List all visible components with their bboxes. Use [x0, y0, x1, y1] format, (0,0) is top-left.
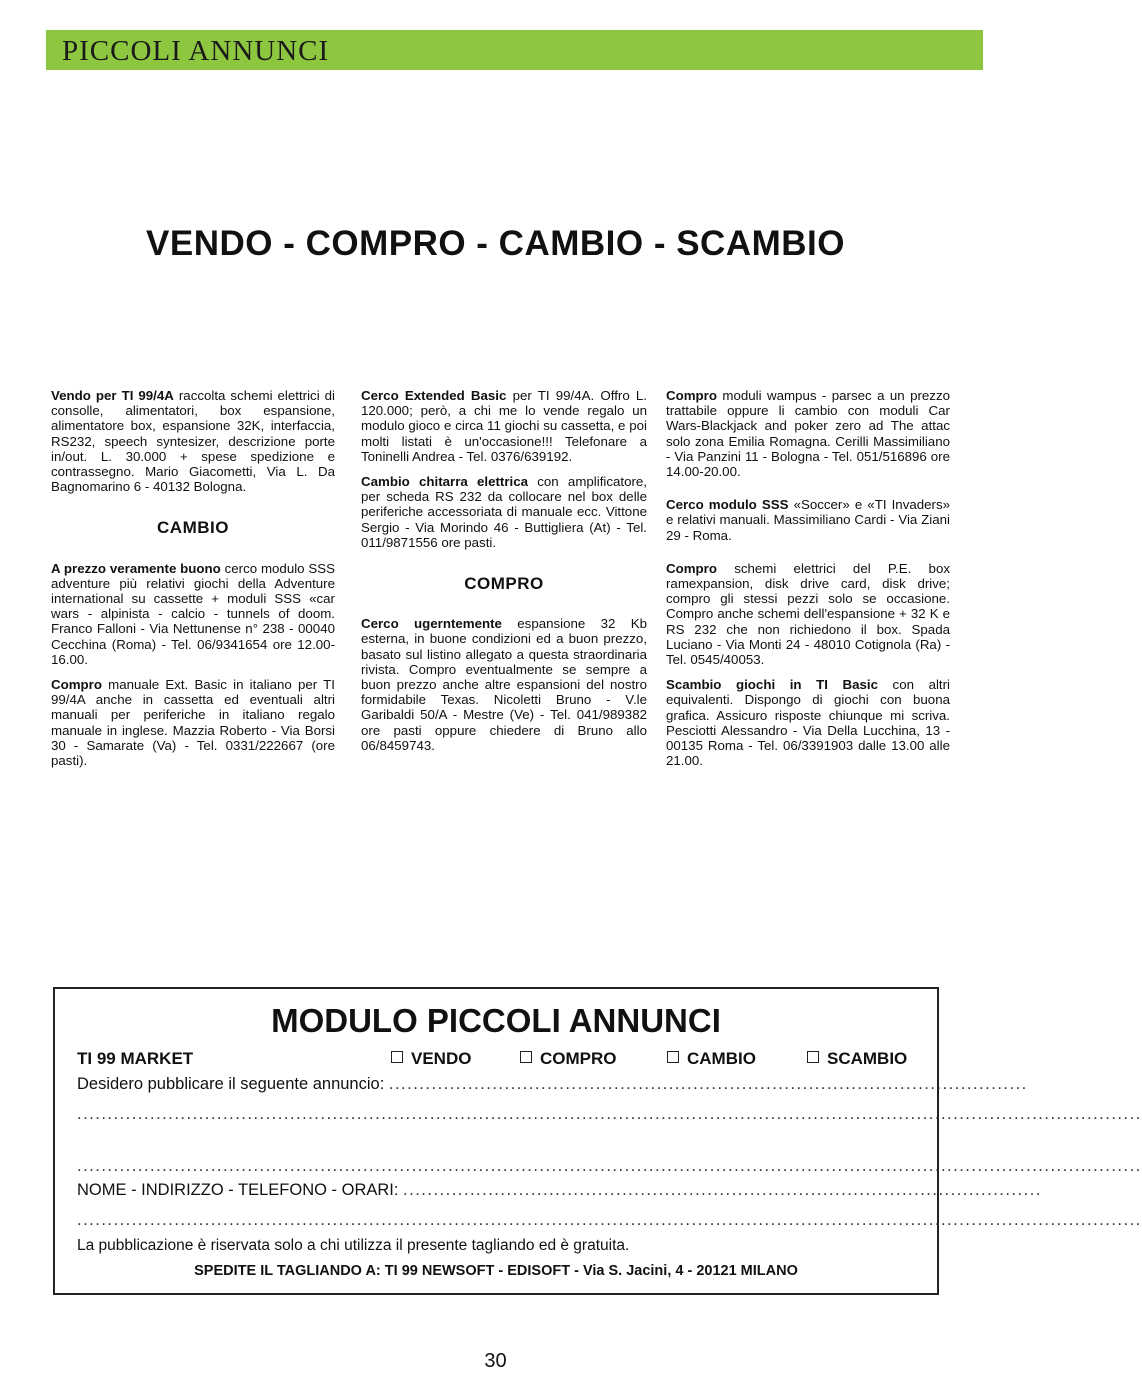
option-compro-label: COMPRO [540, 1049, 617, 1068]
classified-ad [361, 388, 647, 464]
ad-text: per TI 99/4A. Offro L. 120.000; però, a chi me lo vende regalo un modulo gioco e circa 11 giochi su cassetta, e poi molti listati è un'occasione!!! Telefonare a Toninelli Andrea - Tel. 0376/639192. [361, 388, 647, 464]
option-vendo-label: VENDO [411, 1049, 472, 1068]
ad-text-line-4[interactable] [77, 1157, 1142, 1176]
form-note: La pubblicazione è riservata solo a chi utilizza il presente tagliando ed è gratuita. [77, 1237, 630, 1254]
ad-text: cerco modulo SSS adventure più relativi giochi della Adventure international su cassette + moduli SSS «car wars - alpinista - calcio - tunnels of doom. Franco Falloni - Via Nettunense n° 238 - 00040 Cecchina (Roma) - Tel. 06/9341654 ore 12.00-16.00. [51, 560, 335, 667]
classified-ad [666, 388, 950, 479]
checkbox-cambio[interactable] [667, 1051, 679, 1063]
ad-text: moduli wampus - parsec a un prezzo trattabile oppure li cambio con moduli Car Wars-Blackjack and poker zero ad The attac solo zona Emilia Romagna. Cerilli Massimiliano - Via Panzini 11 - Bologna - Tel. 051/516896 ore 14.00-20.00. [666, 388, 950, 480]
form-options-row [77, 1049, 919, 1073]
ad-lead: Compro [51, 677, 102, 693]
classified-ad-form [53, 987, 1142, 1295]
column-3 [666, 388, 950, 778]
ad-text: raccolta schemi elettrici di consolle, alimentatori, box espansione, alimentatore box, espansione 32K, interfaccia, RS232, speech syntesizer, descrizione porte in/out. L. 30.000 + spese spedizione e contrassegno. Mario Giacometti, Via L. Da Bagnomarino 6 - 40132 Bologna. [51, 388, 335, 495]
classified-ad [51, 561, 335, 667]
option-cambio-label: CAMBIO [687, 1049, 756, 1068]
classified-ad [666, 677, 950, 768]
option-scambio-label: SCAMBIO [827, 1049, 908, 1068]
ad-text: espansione 32 Kb esterna, in buone condizioni ed a buon prezzo, basato sul listino allegato a questa straordinaria rivista. Compro eventualmente se sempre a buon prezzo anche altre espansioni del nostro formidabile Texas. Nicoletti Bruno - V.le Garibaldi 50/A - Mestre (Ve) - Tel. 041/989382 ore pasti oppure chiedere di Bruno allo 06/8459743. [361, 616, 648, 753]
classified-ad [361, 474, 647, 550]
classified-ad [666, 497, 950, 543]
ad-prompt-label: Desidero pubblicare il seguente annuncio: [77, 1075, 385, 1093]
ad-text: manuale Ext. Basic in italiano per TI 99/4A anche in cassetta ed eventuali altri manuali per periferiche in italiano regalo manuale in inglese. Mazzia Roberto - Via Borsi 30 - Samarate (Va) - Tel. 0331/222667 (ore pasti). [51, 677, 335, 769]
classified-ad [51, 677, 335, 768]
ad-lead: A prezzo veramente buono [51, 560, 221, 576]
contact-line-2[interactable] [77, 1211, 1142, 1230]
ad-text-line-2[interactable] [77, 1105, 1142, 1124]
ad-text: «Soccer» e «TI Invaders» e relativi manuali. Massimiliano Cardi - Via Ziani 29 - Roma. [666, 497, 950, 543]
checkbox-compro[interactable] [520, 1051, 532, 1063]
option-scambio[interactable] [807, 1049, 907, 1069]
ad-lead: Compro [666, 560, 717, 576]
page-number: 30 [484, 1350, 507, 1372]
ad-lead: Cerco Extended Basic [361, 388, 507, 403]
dotted-line: ............................................................................................................................................................................... [77, 1157, 1142, 1175]
checkbox-scambio[interactable] [807, 1051, 819, 1063]
form-title: MODULO PICCOLI ANNUNCI [271, 1002, 721, 1039]
column-2 [361, 388, 647, 763]
dotted-line: ............................................................................................................................................................................... [77, 1211, 1142, 1229]
ad-lead: Cerco modulo SSS [666, 497, 789, 513]
section-header-title: PICCOLI ANNUNCI [62, 35, 330, 67]
checkbox-vendo[interactable] [391, 1051, 403, 1063]
classified-ad [361, 616, 647, 753]
ad-lead: Scambio giochi in TI Basic [666, 677, 878, 693]
ad-text-field[interactable] [77, 1075, 1028, 1094]
option-cambio[interactable] [667, 1049, 756, 1069]
section-heading-compro: COMPRO [464, 574, 544, 594]
ad-lead: Compro [666, 388, 717, 403]
option-vendo[interactable] [391, 1049, 471, 1069]
dotted-line: ......................................................................................................... [388, 1075, 1028, 1093]
page-title: VENDO - COMPRO - CAMBIO - SCAMBIO [146, 224, 845, 263]
classified-ad [51, 388, 335, 494]
dotted-line: ............................................................................................................................................................................... [77, 1105, 1142, 1123]
dotted-line: ......................................................................................................... [403, 1181, 1042, 1199]
section-heading-cambio: CAMBIO [157, 518, 229, 538]
column-1 [51, 388, 335, 778]
ad-lead: Vendo per TI 99/4A [51, 388, 174, 403]
option-compro[interactable] [520, 1049, 617, 1069]
ad-text: con altri equivalenti. Dispongo di giochi con buona grafica. Assicuro risposte chiunque mi scriva. Pesciotti Alessandro - Via Della Lucchina, 13 - 00135 Roma - Tel. 06/3391903 dalle 13.00 alle 21.00. [666, 677, 950, 769]
market-label: TI 99 MARKET [77, 1049, 194, 1068]
contact-field[interactable] [77, 1181, 1042, 1200]
ad-lead: Cambio chitarra elettrica [361, 474, 529, 490]
ad-text: con amplificatore, per scheda RS 232 da collocare nel box delle periferiche accessoriata di manuale ecc. Vittone Sergio - Via Morindo 46 - Buttigliera (At) - Tel. 011/9871556 ore pasti. [361, 474, 647, 550]
classified-ad [666, 561, 950, 667]
ad-text: schemi elettrici del P.E. box ramexpansion, disk drive card, disk drive; compro gli stessi pezzi solo se occasione. Compro anche schemi dell'espansione + 32 K e RS 232 che non richiedono il box. Spada Luciano - Via Monti 24 - 48010 Cotignola (Ra) - Tel. 0545/40053. [666, 560, 950, 668]
ad-lead: Cerco ugerntemente [361, 616, 502, 632]
section-header-bar [46, 30, 983, 70]
contact-prompt-label: NOME - INDIRIZZO - TELEFONO - ORARI: [77, 1181, 399, 1199]
send-address: SPEDITE IL TAGLIANDO A: TI 99 NEWSOFT - EDISOFT - Via S. Jacini, 4 - 20121 MILANO [194, 1263, 798, 1279]
